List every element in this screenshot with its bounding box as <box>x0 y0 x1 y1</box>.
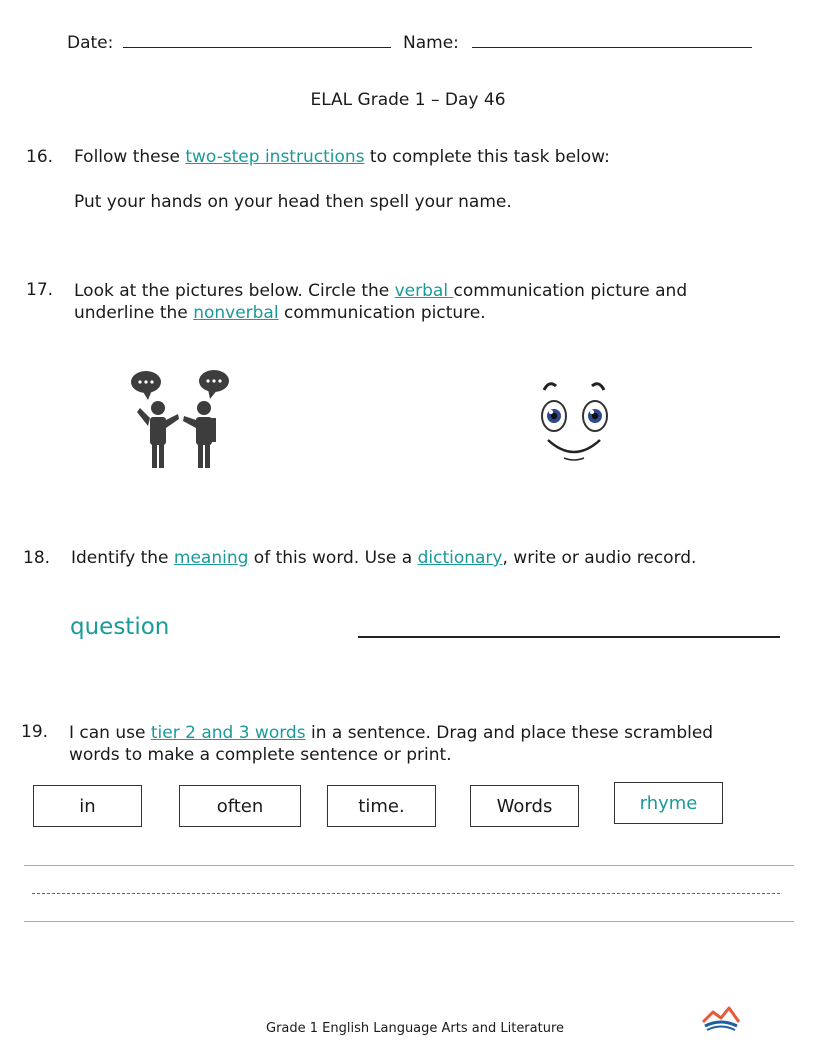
name-field <box>403 33 752 53</box>
q17-line1-before: Look at the pictures below. Circle the <box>74 281 395 301</box>
vocabulary-word: question <box>70 614 170 640</box>
date-label: Date: <box>67 33 114 53</box>
question-16-task: Put your hands on your head then spell your name. <box>74 192 512 212</box>
q18-link-meaning[interactable]: meaning <box>173 548 249 568</box>
word-tile-time[interactable]: time. <box>327 785 436 827</box>
q17-line1-after: communication picture and <box>453 281 688 301</box>
q16-link-two-step-instructions[interactable]: two-step instructions <box>185 147 365 167</box>
date-blank[interactable] <box>123 47 391 48</box>
name-blank[interactable] <box>472 47 752 48</box>
q19-line2: words to make a complete sentence or print. <box>69 745 452 765</box>
question-18-prompt <box>71 548 696 568</box>
handwriting-mid-line <box>32 893 780 894</box>
q18-text-before: Identify the <box>71 548 174 568</box>
smiling-face-icon[interactable] <box>534 376 616 466</box>
q18-link-dictionary[interactable]: dictionary <box>417 548 503 568</box>
q17-line2-after: communication picture. <box>278 303 486 323</box>
word-tile-words[interactable]: Words <box>470 785 579 827</box>
date-field <box>67 33 391 53</box>
question-number-16: 16. <box>26 147 54 167</box>
talking-people-icon[interactable] <box>126 368 236 472</box>
publisher-logo-icon <box>701 1006 741 1032</box>
page-title: ELAL Grade 1 – Day 46 <box>310 90 506 110</box>
question-19-prompt <box>69 722 713 766</box>
q16-text-before: Follow these <box>74 147 186 167</box>
word-tile-often[interactable]: often <box>179 785 301 827</box>
word-tile-rhyme[interactable]: rhyme <box>614 782 723 824</box>
q19-link-tier-words[interactable]: tier 2 and 3 words <box>150 723 306 743</box>
name-label: Name: <box>403 33 459 53</box>
footer-text: Grade 1 English Language Arts and Literature <box>266 1021 565 1036</box>
q17-line2-before: underline the <box>74 303 194 323</box>
question-number-19: 19. <box>21 722 49 742</box>
question-17-prompt <box>74 280 687 324</box>
q19-text-before: I can use <box>69 723 151 743</box>
meaning-answer-line[interactable] <box>358 636 780 638</box>
q18-text-after: , write or audio record. <box>502 548 697 568</box>
question-16-prompt <box>74 147 610 167</box>
q18-text-middle: of this word. Use a <box>248 548 418 568</box>
question-number-17: 17. <box>26 280 54 300</box>
handwriting-top-line <box>24 865 794 866</box>
handwriting-bottom-line[interactable] <box>24 921 794 922</box>
q17-link-verbal[interactable]: verbal <box>394 281 454 301</box>
q16-text-after: to complete this task below: <box>364 147 610 167</box>
question-number-18: 18. <box>23 548 51 568</box>
q19-text-after: in a sentence. Drag and place these scrambled <box>305 723 714 743</box>
word-tile-in[interactable]: in <box>33 785 142 827</box>
q17-link-nonverbal[interactable]: nonverbal <box>193 303 279 323</box>
